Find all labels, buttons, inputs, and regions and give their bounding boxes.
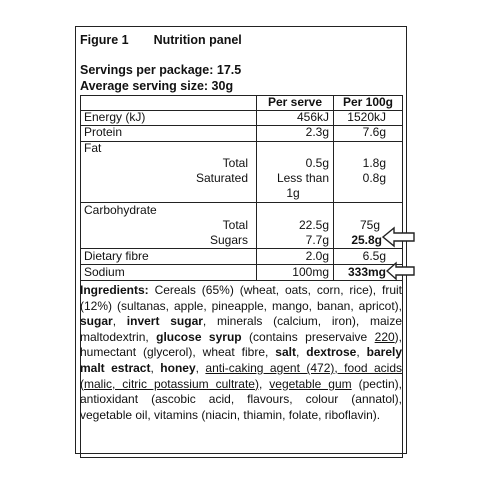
row-label-energy: Energy (kJ) — [84, 110, 146, 124]
ingredients-text: Ingredients: Cereals (65%) (wheat, oats, corn, rice), fruit (12%) (sultanas, apple, pineapple, mango, banan, apricot), sugar, invert sugar, minerals (calcium, iron), maize maltodextrin, glucose syrup (contains preservaive 220), humectant (glycerol), wheat fibre, salt, dextrose, barely malt estract, honey, anti-caking agent (472), food acids (malic, citric potassium cultrate), vegetable gum (pectin), antioxidant (ascobic acid, flavours, colour (annatol), vegetable oil, vitamins (niacin, thiamin, folate, riboflavin). — [80, 283, 403, 422]
ingredient-sugar: sugar — [80, 314, 113, 329]
sodium-per-serve: 100mg — [292, 265, 329, 279]
servings-per-package: Servings per package: 17.5 — [80, 63, 242, 77]
row-label-carbohydrate: Carbohydrate — [84, 203, 157, 217]
carb-total-label: Total — [222, 218, 248, 232]
fat-total-label: Total — [222, 156, 248, 170]
fat-total-per-serve: 0.5g — [305, 156, 329, 170]
ingredient-vegetable-gum: vegetable gum — [269, 376, 352, 391]
ingredient-glucose-syrup: glucose syrup — [156, 329, 242, 344]
figure-label: Figure 1 — [80, 33, 129, 47]
row-label-dietary-fibre: Dietary fibre — [84, 249, 149, 263]
fat-saturated-per-serve-line1: Less than — [276, 171, 329, 185]
col-header-per-serve: Per serve — [267, 95, 323, 109]
carb-total-per-serve: 22.5g — [298, 218, 329, 232]
figure-caption — [80, 33, 242, 47]
ingredient-barely-malt-estract: barely malt estract — [80, 345, 402, 375]
row-label-sodium: Sodium — [84, 265, 125, 279]
ingredients-heading: Ingredients: — [80, 283, 149, 297]
sugars-per-100g: 25.8g — [351, 233, 382, 247]
fibre-per-100g: 6.5g — [362, 249, 386, 263]
fat-total-per-100g: 1.8g — [362, 156, 386, 170]
sodium-per-100g: 333mg — [347, 265, 386, 279]
sodium-arrow-icon — [386, 261, 416, 281]
energy-per-100g: 1520kJ — [347, 110, 386, 124]
row-label-fat: Fat — [84, 141, 102, 155]
ingredient-salt: salt — [275, 345, 296, 360]
sugars-per-serve: 7.7g — [305, 233, 329, 247]
serving-size: Average serving size: 30g — [80, 79, 234, 93]
ingredient-dextrose: dextrose — [306, 345, 357, 360]
row-label-protein: Protein — [84, 125, 123, 139]
col-header-per-100g: Per 100g — [342, 95, 394, 109]
energy-per-serve: 456kJ — [296, 110, 329, 124]
ingredient-preservative-code: 220 — [374, 329, 395, 344]
sugars-arrow-icon — [382, 226, 416, 248]
fat-saturated-label: Saturated — [195, 171, 248, 185]
ingredient-anti-caking-food-acids: anti-caking agent (472), food acids (malic, citric potassium cultrate) — [80, 360, 402, 391]
fibre-per-serve: 2.0g — [305, 249, 329, 263]
ingredient-invert-sugar: invert sugar — [126, 314, 203, 329]
ingredient-honey: honey — [160, 360, 196, 375]
protein-per-serve: 2.3g — [305, 125, 329, 139]
figure-title: Nutrition panel — [153, 33, 242, 47]
fat-saturated-per-serve-line2: 1g — [286, 186, 300, 200]
fat-saturated-per-100g: 0.8g — [362, 171, 386, 185]
carb-total-per-100g: 75g — [359, 218, 380, 232]
protein-per-100g: 7.6g — [362, 125, 386, 139]
sugars-label: Sugars — [209, 233, 248, 247]
